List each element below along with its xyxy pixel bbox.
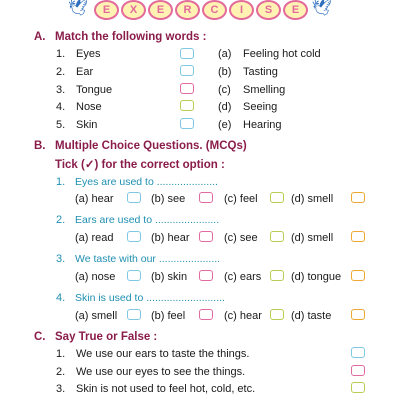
tick-box[interactable] [199, 192, 213, 203]
banner-letter: I [229, 0, 254, 20]
question-text: Eyes are used to ..................... [75, 176, 218, 188]
answer-box[interactable] [351, 365, 365, 376]
match-left-num: 2. [56, 66, 66, 78]
statement-number: 1. [56, 348, 66, 360]
question-text: Ears are used to ...................... [75, 214, 220, 226]
tick-box[interactable] [127, 231, 141, 242]
section-b-letter: B. [34, 140, 46, 152]
answer-box[interactable] [180, 48, 194, 59]
option-label: (b) skin [151, 271, 188, 283]
section-a-title: Match the following words : [55, 31, 207, 43]
answer-box[interactable] [351, 382, 365, 393]
question-text: Skin is used to ........................... [75, 292, 225, 304]
match-right-letter: (e) [218, 119, 232, 131]
option-label: (b) see [151, 193, 186, 205]
banner-letter: C [202, 0, 227, 20]
bird-icon: 🕊 [68, 0, 89, 17]
option-label: (c) see [224, 232, 258, 244]
option-label: (c) ears [224, 271, 262, 283]
tick-box[interactable] [351, 192, 365, 203]
match-left-num: 4. [56, 101, 66, 113]
option-label: (d) tongue [291, 271, 342, 283]
answer-box[interactable] [180, 100, 194, 111]
tick-box[interactable] [199, 270, 213, 281]
option-label: (b) hear [151, 232, 190, 244]
match-left-num: 5. [56, 119, 66, 131]
option-label: (c) hear [224, 310, 262, 322]
statement-text: We use our ears to taste the things. [76, 348, 250, 360]
question-number: 4. [56, 292, 66, 304]
question-number: 2. [56, 214, 66, 226]
tick-box[interactable] [351, 231, 365, 242]
match-left-text: Nose [76, 101, 102, 113]
section-a-letter: A. [34, 31, 46, 43]
option-label: (d) taste [291, 310, 332, 322]
match-left-text: Tongue [76, 84, 113, 96]
match-left-text: Eyes [76, 48, 101, 60]
banner-letter: E [94, 0, 119, 20]
match-left-text: Skin [76, 119, 98, 131]
answer-box[interactable] [180, 83, 194, 94]
banner-letter: S [256, 0, 281, 20]
banner-letter: E [283, 0, 308, 20]
match-right-letter: (c) [218, 84, 231, 96]
tick-box[interactable] [127, 309, 141, 320]
section-c-letter: C. [34, 331, 46, 343]
banner-title [94, 0, 308, 20]
option-label: (c) feel [224, 193, 258, 205]
answer-box[interactable] [351, 347, 365, 358]
match-right-letter: (b) [218, 66, 232, 78]
tick-box[interactable] [127, 270, 141, 281]
statement-text: We use our eyes to see the things. [76, 366, 246, 378]
option-label: (a) smell [75, 310, 118, 322]
tick-box[interactable] [127, 192, 141, 203]
tick-box[interactable] [199, 231, 213, 242]
question-number: 3. [56, 253, 66, 265]
option-label: (d) smell [291, 193, 334, 205]
match-right-letter: (d) [218, 101, 232, 113]
option-label: (a) read [75, 232, 114, 244]
match-left-text: Ear [76, 66, 94, 78]
banner-letter: R [175, 0, 200, 20]
tick-box[interactable] [351, 270, 365, 281]
tick-box[interactable] [270, 309, 284, 320]
statement-text: Skin is not used to feel hot, cold, etc. [76, 383, 256, 395]
match-right-text: Tasting [243, 66, 278, 78]
tick-box[interactable] [270, 192, 284, 203]
section-b-subtitle: Tick (✓) for the correct option : [55, 159, 225, 171]
tick-box[interactable] [270, 231, 284, 242]
match-left-num: 3. [56, 84, 66, 96]
banner-letter: X [121, 0, 146, 20]
exercise-banner [64, 0, 336, 20]
answer-box[interactable] [180, 118, 194, 129]
question-number: 1. [56, 176, 66, 188]
match-right-text: Feeling hot cold [243, 48, 321, 60]
match-left-num: 1. [56, 48, 66, 60]
statement-number: 3. [56, 383, 66, 395]
option-label: (d) smell [291, 232, 334, 244]
answer-box[interactable] [180, 65, 194, 76]
option-label: (b) feel [151, 310, 186, 322]
match-right-letter: (a) [218, 48, 232, 60]
match-right-text: Smelling [243, 84, 286, 96]
option-label: (a) nose [75, 271, 116, 283]
banner-letter: E [148, 0, 173, 20]
option-label: (a) hear [75, 193, 114, 205]
tick-box[interactable] [199, 309, 213, 320]
section-c-title: Say True or False : [55, 331, 158, 343]
tick-box[interactable] [351, 309, 365, 320]
question-text: We taste with our ..................... [75, 253, 221, 265]
match-right-text: Hearing [243, 119, 282, 131]
match-right-text: Seeing [243, 101, 278, 113]
tick-box[interactable] [270, 270, 284, 281]
statement-number: 2. [56, 366, 66, 378]
section-b-title: Multiple Choice Questions. (MCQs) [55, 140, 247, 152]
bird-icon: 🕊 [311, 0, 332, 17]
